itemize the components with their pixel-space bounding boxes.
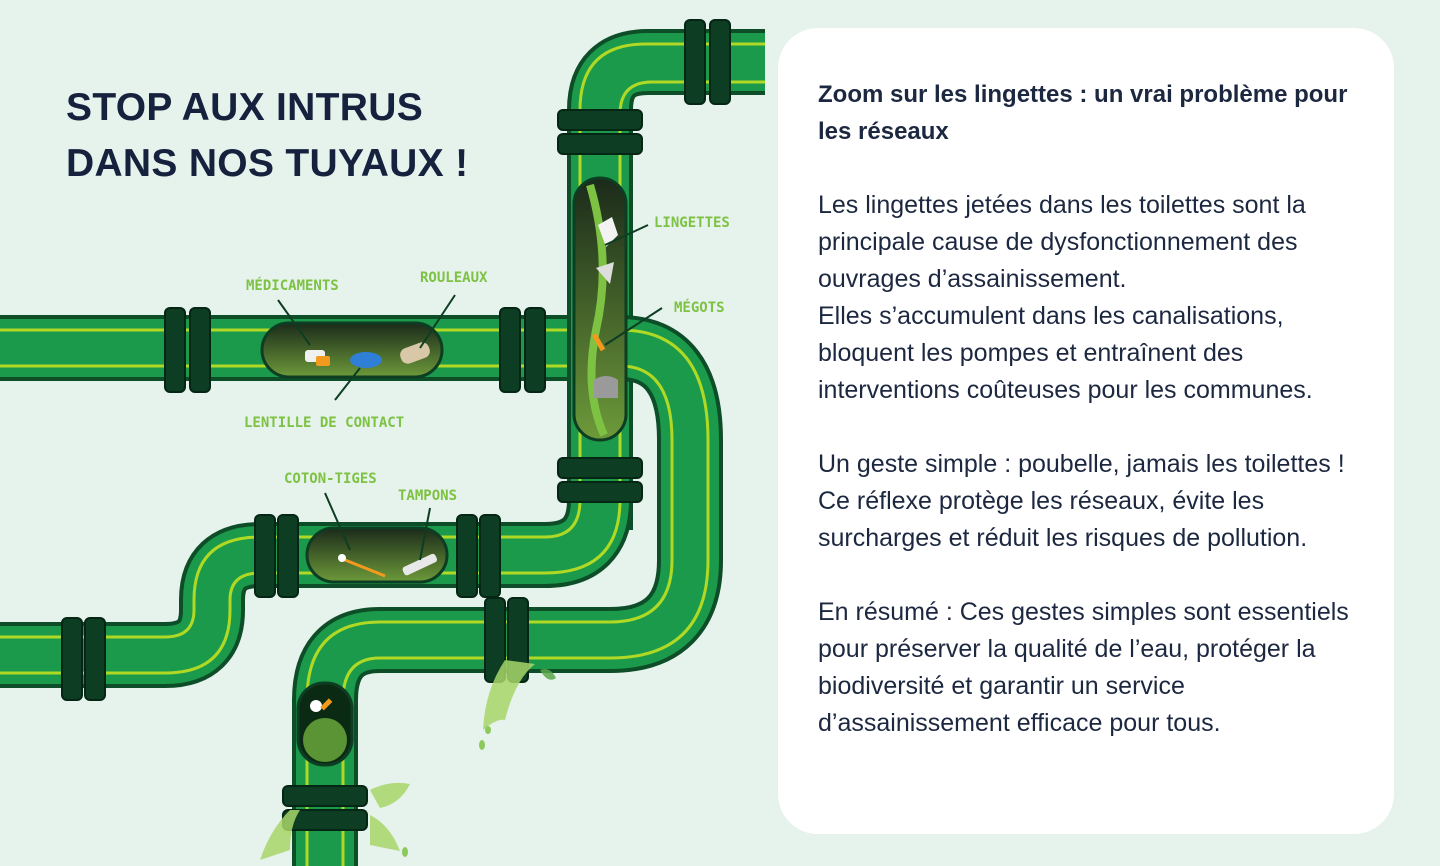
title-line-2: DANS NOS TUYAUX ! (66, 142, 469, 185)
debris-window-riser (574, 178, 626, 440)
card-paragraph-1: Les lingettes jetées dans les toilettes sont la principale cause de dysfonctionnement des ouvrages d’assainissement. (818, 191, 1306, 293)
card-paragraph-2: Elles s’accumulent dans les canalisations, bloquent les pompes et entraînent des interventions coûteuses pour les communes. (818, 302, 1313, 404)
debris-window-top (262, 323, 442, 377)
debris-window-middle (307, 528, 447, 582)
card-title: Zoom sur les lingettes : un vrai problème pour les réseaux (818, 81, 1348, 145)
pipe-joint-icon (165, 308, 185, 392)
label-coton-tiges: COTON-TIGES (284, 471, 377, 487)
info-card (778, 28, 1394, 834)
label-lentille: LENTILLE DE CONTACT (244, 415, 405, 431)
card-paragraph-4: Ce réflexe protège les réseaux, évite les surcharges et réduit les risques de pollution. (818, 487, 1308, 552)
debris-window-bottom (298, 683, 352, 765)
label-lingettes: LINGETTES (654, 215, 730, 231)
title-line-1: STOP AUX INTRUS (66, 86, 424, 129)
label-medicaments: MÉDICAMENTS (246, 278, 339, 294)
page-title (66, 80, 468, 192)
label-megots: MÉGOTS (674, 300, 725, 316)
card-paragraph-3: Un geste simple : poubelle, jamais les toilettes ! (818, 450, 1345, 478)
label-tampons: TAMPONS (398, 488, 458, 504)
label-rouleaux: ROULEAUX (420, 270, 488, 286)
card-paragraph-5: En résumé : Ces gestes simples sont essentiels pour préserver la qualité de l’eau, protéger la biodiversité et garantir un service d’assainissement efficace pour tous. (818, 598, 1349, 737)
